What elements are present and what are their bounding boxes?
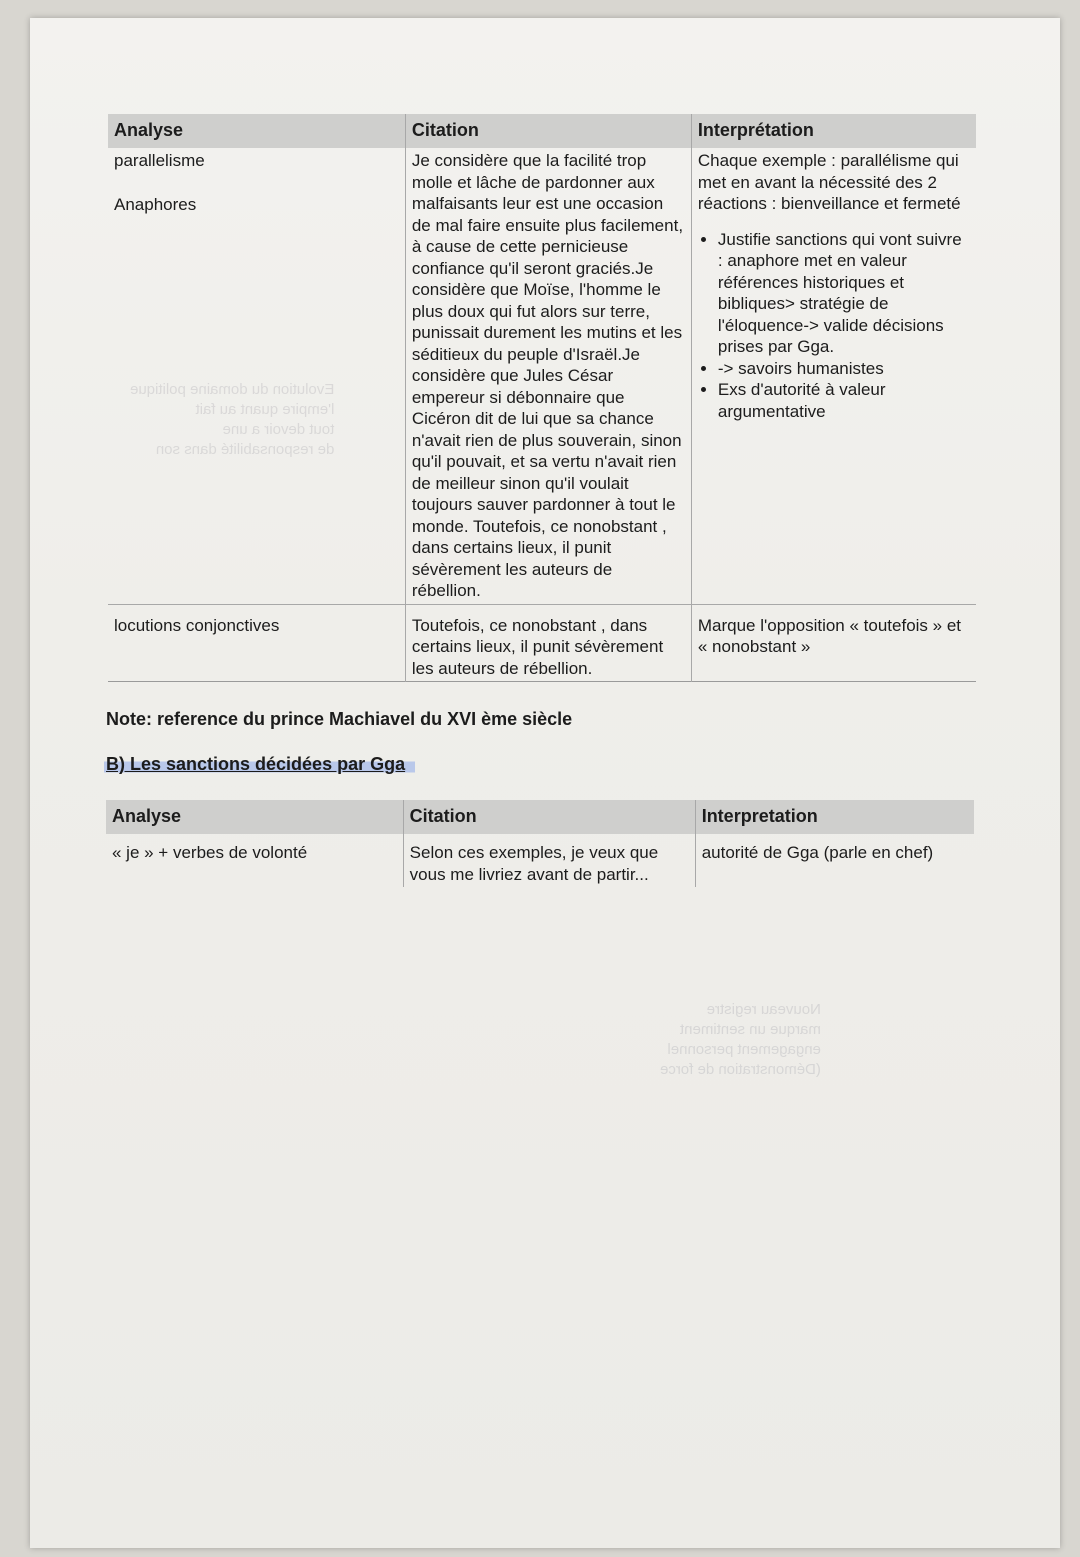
interpretation-cell: autorité de Gga (parle en chef) <box>701 843 934 862</box>
header-analyse: Analyse <box>108 114 405 148</box>
header-interpretation: Interpretation <box>695 800 974 834</box>
analyse-cell: « je » + verbes de volonté <box>112 843 308 862</box>
table-row <box>108 148 976 604</box>
table-header-row <box>106 800 974 834</box>
bullet-item: • Justifie sanctions qui vont suivre : anaphore met en valeur références historiques et bibliques> stratégie de l'éloquence-> valide décisions prises par Gga. <box>718 229 970 358</box>
table-row <box>106 834 974 887</box>
header-citation: Citation <box>405 114 691 148</box>
header-citation: Citation <box>403 800 695 834</box>
table-row <box>108 604 976 682</box>
analyse-cell <box>108 148 405 604</box>
citation-cell: Je considère que la facilité trop molle et lâche de pardonner aux malfaisants leur est une occasion de mal faire ensuite plus facilement, à cause de cette pernicieuse confiance qu'il seront graciés.Je considère que Moïse, l'homme le plus doux qui fut alors sur terre, punissait durement les mutins et les séditieux du peuple d'Israël.Je considère que Jules César empereur si débonnaire que Cicéron dit de lui que sa chance n'avait rien de plus souverain, sinon qu'il pouvait, et sa vertu n'avait rien de meilleur sinon qu'il voulait toujours sauver pardonner à tout le monde. Toutefois, ce nonobstant , dans certains lieux, il punit sévèrement les auteurs de rébellion. <box>405 148 691 604</box>
analysis-table-1 <box>108 114 976 682</box>
bullet-item: • Exs d'autorité à valeur argumentative <box>718 379 970 422</box>
section-heading: B) Les sanctions décidées par Gga <box>104 754 415 775</box>
header-interpretation: Interprétation <box>691 114 976 148</box>
bleed-through-text: Nouveau registre marque un sentiment engagement personnel (Démonstration de force <box>660 1001 821 1078</box>
table-header-row <box>108 114 976 148</box>
interpretation-intro: Chaque exemple : parallélisme qui met en avant la nécessité des 2 réactions : bienveillance et fermeté <box>697 151 961 213</box>
analyse-term-anaphores: Anaphores <box>114 194 197 214</box>
analyse-term-parallelisme: parallelisme <box>114 151 205 170</box>
analysis-table-2 <box>106 800 974 887</box>
bullet-item: • -> savoirs humanistes <box>718 358 970 380</box>
citation-cell: Selon ces exemples, je veux que vous me livriez avant de partir... <box>403 834 695 887</box>
header-analyse: Analyse <box>106 800 403 834</box>
interpretation-bullets <box>698 229 970 423</box>
interpretation-cell: Marque l'opposition « toutefois » et « nonobstant » <box>691 604 976 682</box>
note-text: Note: reference du prince Machiavel du XVI ème siècle <box>106 709 573 729</box>
bleed-through-text: Evolution du domaine politique l'empire quant au fait tout devoir a une de responsabilité dans son <box>130 381 335 458</box>
citation-cell: Toutefois, ce nonobstant , dans certains lieux, il punit sévèrement les auteurs de rébellion. <box>405 604 691 682</box>
analyse-cell: locutions conjonctives <box>108 604 405 682</box>
interpretation-cell <box>691 148 976 604</box>
